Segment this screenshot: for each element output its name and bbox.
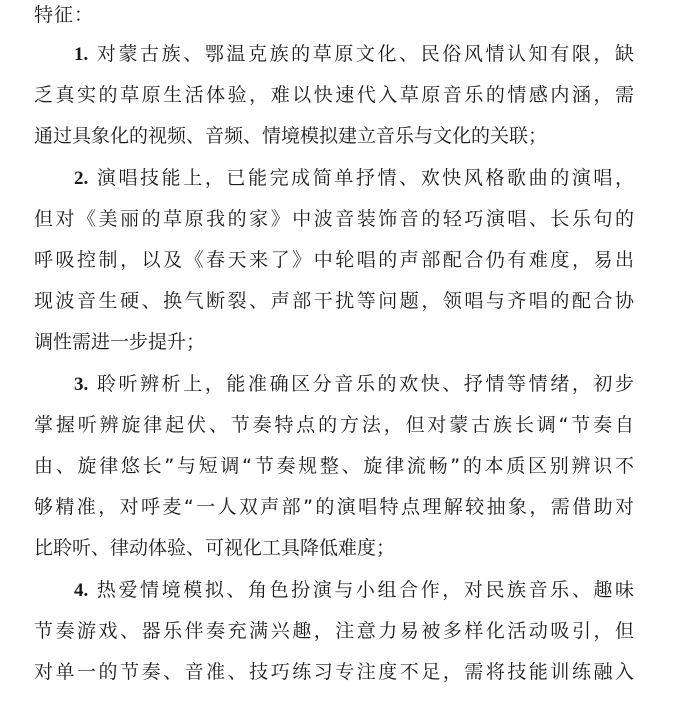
- paragraph-number: 1.: [74, 44, 89, 65]
- paragraph-line: 调性需进一步提升；: [34, 331, 206, 353]
- paragraph-line: 对单一的节奏、音准、技巧练习专注度不足，需将技能训练融入: [34, 661, 634, 683]
- paragraph-line: 现波音生硬、换气断裂、声部干扰等问题，领唱与齐唱的配合协: [34, 290, 634, 312]
- paragraph-line: 1. 对蒙古族、鄂温克族的草原文化、民俗风情认知有限，缺: [74, 43, 634, 65]
- paragraph-line: 够精准，对呼麦“一人双声部”的演唱特点理解较抽象，需借助对: [34, 496, 634, 518]
- paragraph-line: 由、旋律悠长”与短调“节奏规整、旋律流畅”的本质区别辨识不: [34, 455, 634, 477]
- paragraph-line: 通过具象化的视频、音频、情境模拟建立音乐与文化的关联；: [34, 125, 548, 147]
- paragraph-number: 3.: [74, 374, 89, 395]
- paragraph-line: 4. 热爱情境模拟、角色扮演与小组合作，对民族音乐、趣味: [74, 579, 634, 601]
- paragraph-line: 但对《美丽的草原我的家》中波音装饰音的轻巧演唱、长乐句的: [34, 208, 634, 230]
- paragraph-line: 呼吸控制，以及《春天来了》中轮唱的声部配合仍有难度，易出: [34, 249, 634, 271]
- paragraph-line: 掌握听辨旋律起伏、节奏特点的方法，但对蒙古族长调“节奏自: [34, 414, 634, 436]
- paragraph-line: 2. 演唱技能上，已能完成简单抒情、欢快风格歌曲的演唱，: [74, 167, 634, 189]
- paragraph-number: 2.: [74, 168, 89, 189]
- paragraph-number: 4.: [74, 580, 89, 601]
- paragraph-line: 节奏游戏、器乐伴奏充满兴趣，注意力易被多样化活动吸引，但: [34, 620, 634, 642]
- paragraph-line: 3. 聆听辨析上，能准确区分音乐的欢快、抒情等情绪，初步: [74, 373, 634, 395]
- paragraph-line: 乏真实的草原生活体验，难以快速代入草原音乐的情感内涵，需: [34, 84, 634, 106]
- paragraph-line: 比聆听、律动体验、可视化工具降低难度；: [34, 537, 396, 559]
- section-heading: 特征：: [34, 4, 95, 26]
